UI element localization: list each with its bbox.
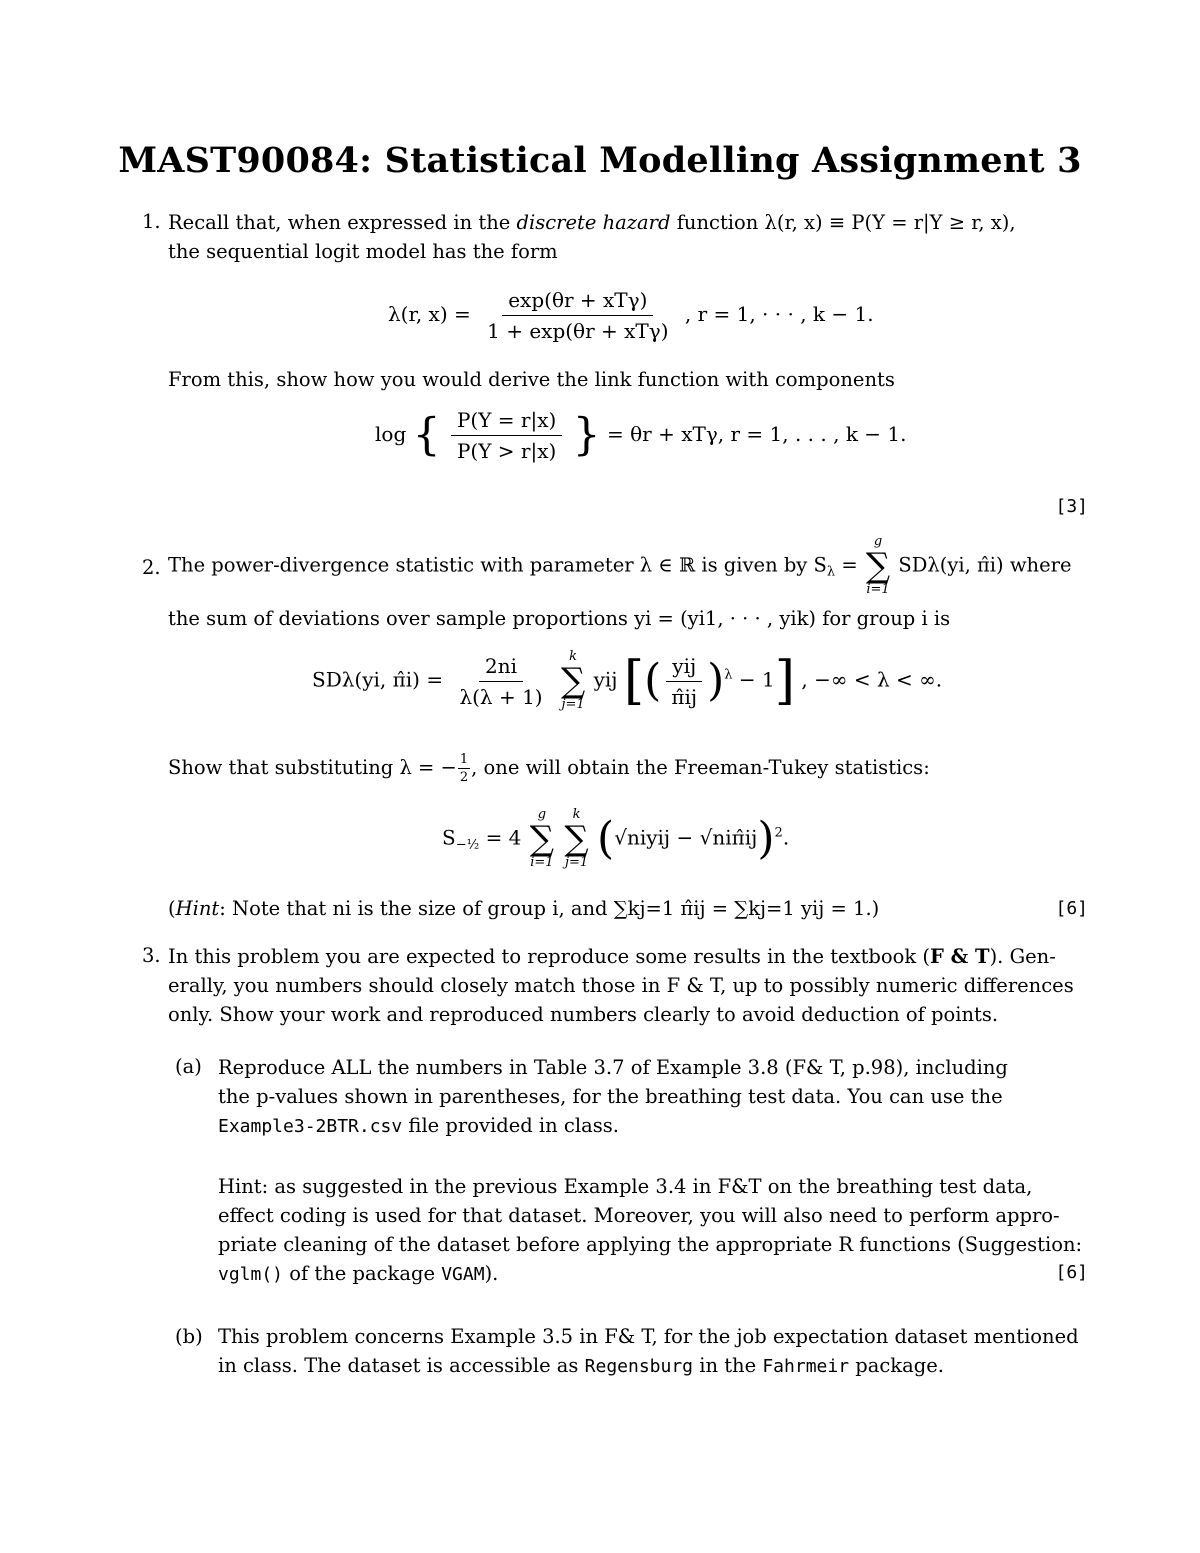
q2-equation-sd: SDλ(yi, π̂i) = $\frac{2ni}{\lambda(\lambda + 1)}$ k ∑ j=1 yij [( $\frac{\text{yij}}{\pîij}$ )$^\lambda$ − 1] , −∞ < λ < ∞. (312, 649, 943, 712)
q3a-text: Reproduce ALL the numbers in Table 3.7 of Example 3.8 (F& T, p.98), including the p-values shown in parentheses, for the breathing test data. You can use the Example3-2BTR.csv file provided in class. (218, 1056, 1008, 1137)
q3-number: 3. (142, 944, 161, 967)
q3a-filename: Example3-2BTR.csv (218, 1116, 403, 1137)
q3b-dataset-name: Regensburg (584, 1356, 694, 1377)
q1-text: Recall that, when expressed in the discrete hazard function λ(r, x) ≡ P(Y = r|Y ≥ r, x), the sequential logit model has the form (168, 211, 1016, 263)
q3a-marks: [6] (1055, 1262, 1088, 1283)
q1-text-2: From this, show how you would derive the link function with components (168, 368, 895, 391)
q2-line1: The power-divergence statistic with parameter λ ∈ ℝ is given by $S_\lambda$ = g ∑ i=1 SDλ(yi, π̂i) where (168, 534, 1072, 597)
q2-line3: Show that substituting λ = − $\frac{1}{2}$ , one will obtain the Freeman-Tukey statistics: (168, 752, 930, 785)
q1-marks: [3] (1055, 496, 1088, 517)
q1-equation-link: log { $\frac{P(Y = r|x)}{P(Y > r|x)}$ } = θr + xTγ, r = 1, . . . , k − 1. (375, 408, 907, 463)
page-title: MAST90084: Statistical Modelling Assignment 3 (118, 140, 1082, 181)
q2-marks: [6] (1055, 898, 1088, 919)
q2-hint: (Hint: Note that ni is the size of group i, and ∑kj=1 π̂ij = ∑kj=1 yij = 1.) (168, 897, 880, 920)
q3b-package-name: Fahrmeir (762, 1356, 850, 1377)
q3b-label: (b) (175, 1325, 203, 1348)
q3b-text: This problem concerns Example 3.5 in F& T, for the job expectation dataset mentioned in class. The dataset is accessible as Regensburg in the Fahrmeir package. (218, 1325, 1079, 1377)
q2-equation-freeman-tukey: $S_{-\frac{1}{2}} = 4$ g ∑ i=1 k ∑ j=1 (√niyij − √niπ̂ij)$^2$. (442, 807, 790, 870)
q1-number: 1. (142, 210, 161, 233)
q1-equation-hazard: λ(r, x) = $\frac{\text{exp(θr + xTγ)}}{\text{1 + exp(θr + xTγ)}}$ , r = 1, · · · , k − 1. (388, 288, 874, 343)
q3a-hint: Hint: as suggested in the previous Example 3.4 in F&T on the breathing test data, effect coding is used for that dataset. Moreover, you will also need to perform appro- priate cleaning of the dataset before applying the appropriate R functions (Suggestion: vglm() of the package VGAM). (218, 1175, 1083, 1285)
q2-number: 2. (142, 556, 161, 579)
q3a-label: (a) (175, 1055, 202, 1078)
q3a-function-name: vglm() (218, 1264, 284, 1285)
q2-line2: the sum of deviations over sample proportions yi = (yi1, · · · , yik) for group i is (168, 607, 951, 630)
q3a-package-name: VGAM (441, 1264, 485, 1285)
q3-intro: In this problem you are expected to reproduce some results in the textbook (F & T). Gen- erally, you numbers should closely match those in F & T, up to possibly numeric differences only. Show your work and reproduced numbers clearly to avoid deduction of points. (168, 945, 1074, 1026)
